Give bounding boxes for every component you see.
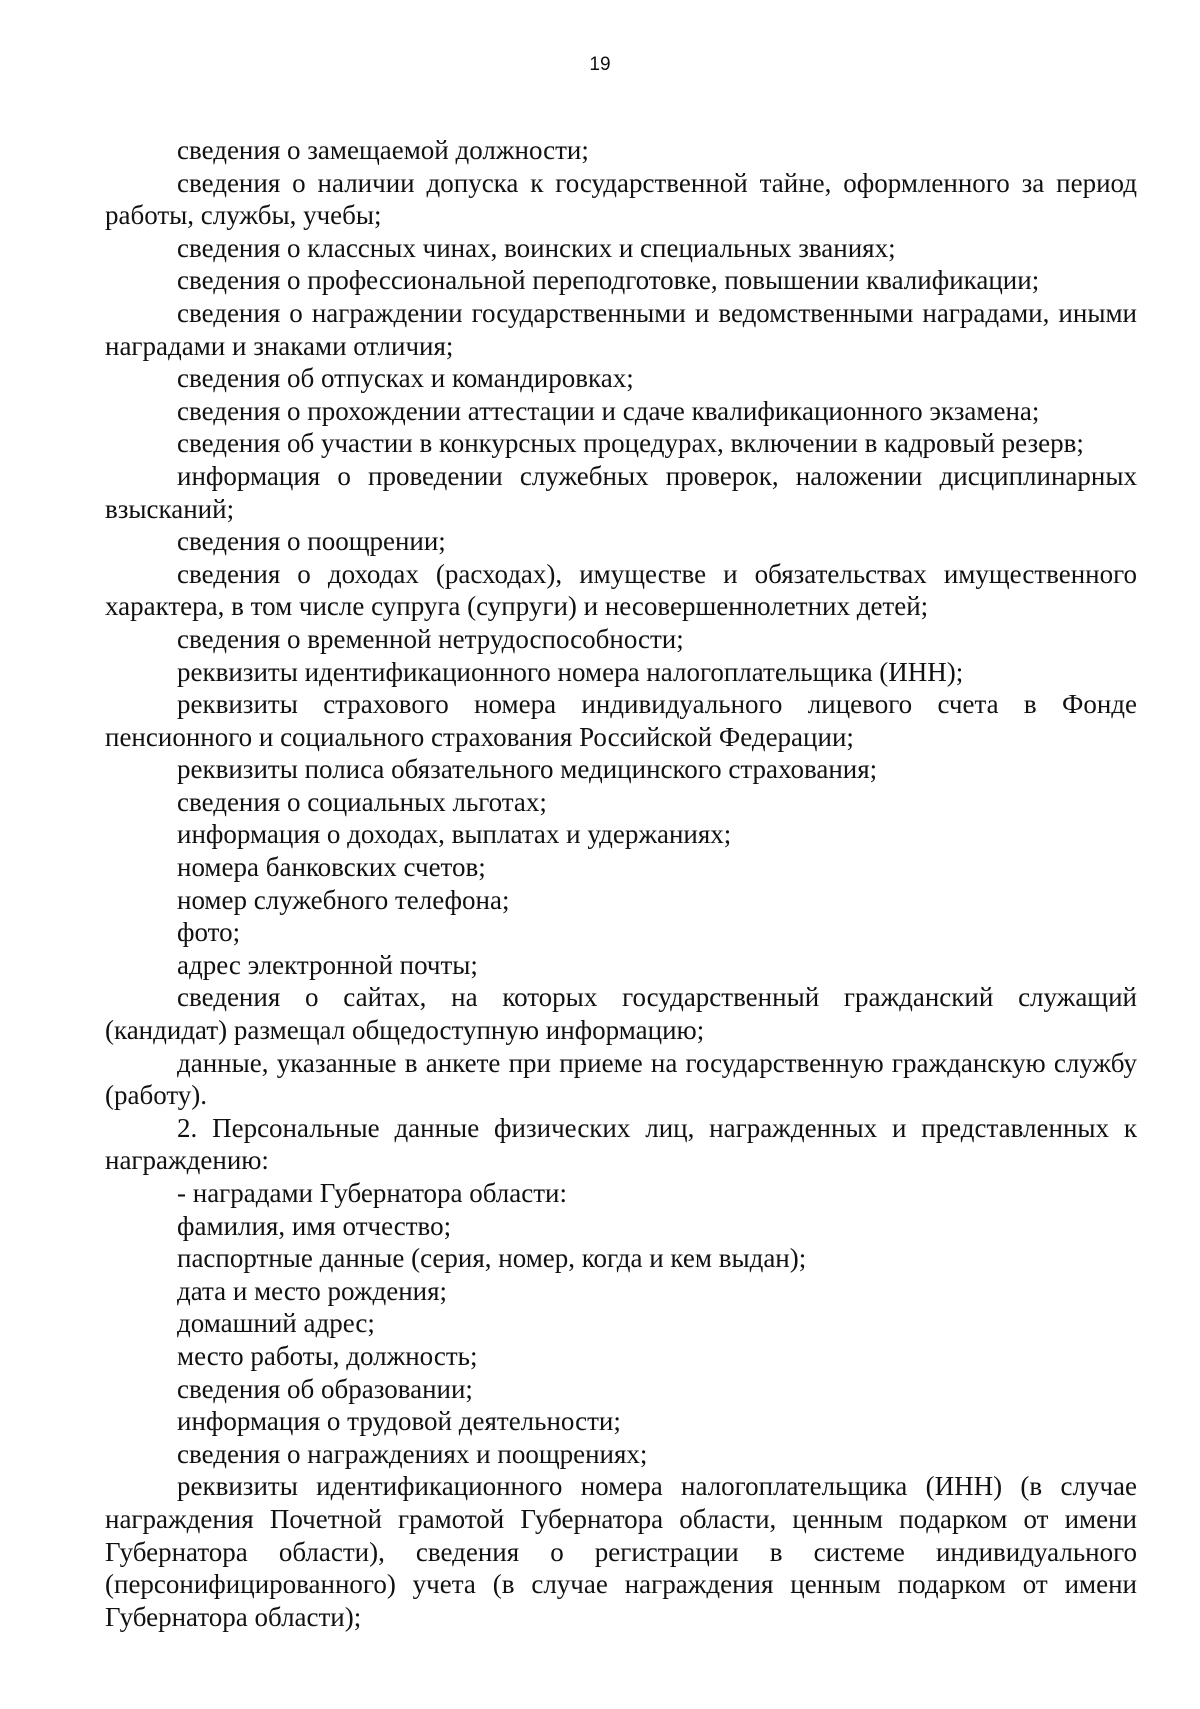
paragraph: сведения о профессиональной переподготовке, повышении квалификации; xyxy=(177,265,1040,296)
paragraph: реквизиты идентификационного номера налогоплательщика (ИНН); xyxy=(177,656,964,687)
paragraph: сведения о сайтах, на которых государственный гражданский служащий (кандидат) размещал общедоступную информацию; xyxy=(105,982,1137,1046)
paragraph: реквизиты идентификационного номера налогоплательщика (ИНН) (в случае награждения Почетной грамотой Губернатора области, ценным подарком от имени Губернатора области), сведения о регистрации в системе индивидуального (персонифицированного) учета (в случае награждения ценным подарком от имени Губернатора области); xyxy=(105,1471,1137,1632)
paragraph: информация о доходах, выплатах и удержаниях; xyxy=(177,819,732,850)
paragraph: данные, указанные в анкете при приеме на государственную гражданскую службу (работу). xyxy=(105,1047,1137,1111)
paragraph: сведения о поощрении; xyxy=(177,526,446,557)
paragraph: информация о трудовой деятельности; xyxy=(177,1406,621,1437)
page-number: 19 xyxy=(589,54,611,75)
paragraph: домашний адрес; xyxy=(177,1308,375,1339)
paragraph: сведения о прохождении аттестации и сдаче квалификационного экзамена; xyxy=(177,395,1040,426)
paragraph: сведения о замещаемой должности; xyxy=(177,135,589,165)
paragraph: номер служебного телефона; xyxy=(177,884,510,915)
paragraph: дата и место рождения; xyxy=(177,1275,448,1306)
paragraph: сведения о временной нетрудоспособности; xyxy=(177,623,684,654)
paragraph: фамилия, имя отчество; xyxy=(177,1210,452,1241)
paragraph: - наградами Губернатора области: xyxy=(177,1178,567,1208)
paragraph: реквизиты страхового номера индивидуального лицевого счета в Фонде пенсионного и социального страхования Российской Федерации; xyxy=(105,689,1137,752)
paragraph: сведения о награждении государственными и ведомственными наградами, иными наградами и знаками отличия; xyxy=(105,297,1137,361)
document-body xyxy=(105,134,1137,1633)
paragraph: номера банковских счетов; xyxy=(177,852,486,883)
paragraph: сведения об участии в конкурсных процедурах, включении в кадровый резерв; xyxy=(177,428,1084,459)
paragraph: сведения об отпусках и командировках; xyxy=(177,363,634,394)
paragraph: реквизиты полиса обязательного медицинского страхования; xyxy=(177,754,878,785)
paragraph: сведения об образовании; xyxy=(177,1373,473,1404)
paragraph: сведения о доходах (расходах), имуществе и обязательствах имущественного характера, в том числе супруга (супруги) и несовершеннолетних детей; xyxy=(105,558,1137,622)
paragraph: информация о проведении служебных проверок, наложении дисциплинарных взысканий; xyxy=(105,460,1137,524)
paragraph: сведения о наличии допуска к государственной тайне, оформленного за период работы, службы, учебы; xyxy=(105,167,1137,231)
paragraph: сведения о награждениях и поощрениях; xyxy=(177,1438,648,1469)
paragraph: 2. Персональные данные физических лиц, награжденных и представленных к награждению: xyxy=(105,1112,1137,1176)
paragraph: фото; xyxy=(177,917,241,948)
paragraph: сведения о классных чинах, воинских и специальных званиях; xyxy=(177,232,896,263)
paragraph: место работы, должность; xyxy=(177,1340,478,1371)
paragraph: адрес электронной почты; xyxy=(177,949,478,980)
paragraph: сведения о социальных льготах; xyxy=(177,786,547,817)
paragraph: паспортные данные (серия, номер, когда и кем выдан); xyxy=(177,1243,807,1274)
